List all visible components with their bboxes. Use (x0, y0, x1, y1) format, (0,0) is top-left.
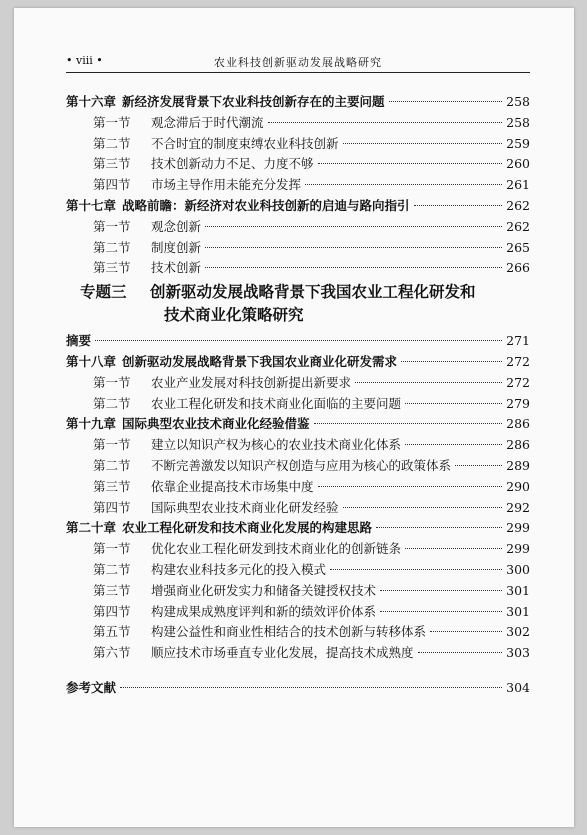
leader-dots (318, 486, 503, 487)
section-label: 第二节 (93, 135, 131, 151)
toc-chapter-entry[interactable] (66, 92, 530, 113)
page-number: 302 (506, 624, 530, 640)
page-number: 290 (506, 478, 530, 494)
leader-dots (120, 687, 502, 688)
chapter-title: 创新驱动发展战略背景下我国农业商业化研发需求 (122, 353, 398, 369)
section-label: 第一节 (93, 114, 131, 130)
toc-section-entry[interactable] (66, 560, 530, 581)
topic-title-line1: 创新驱动发展战略背景下我国农业工程化研发和 (150, 283, 476, 302)
leader-dots (405, 403, 502, 404)
section-title: 观念创新 (151, 218, 202, 234)
section-label: 第一节 (93, 541, 131, 557)
leader-dots (330, 569, 502, 570)
page-number: 266 (506, 260, 530, 276)
toc-section-entry[interactable] (66, 477, 530, 498)
chapter-title: 新经济发展背景下农业科技创新存在的主要问题 (122, 94, 385, 109)
section-label: 第二节 (93, 239, 131, 255)
toc-section-entry[interactable] (66, 154, 530, 175)
section-label: 第六节 (93, 645, 131, 661)
page-number: 265 (506, 239, 530, 255)
leader-dots (389, 101, 503, 102)
chapter-label: 第二十章 (66, 520, 117, 536)
toc-section-entry[interactable] (66, 456, 530, 477)
section-title: 不合时宜的制度束缚农业科技创新 (151, 135, 339, 151)
page-number: 303 (506, 645, 530, 661)
chapter-label: 第十九章 (66, 416, 117, 432)
section-title: 依靠企业提高技术市场集中度 (151, 478, 314, 494)
section-label: 第三节 (93, 478, 131, 494)
chapter-label: 第十六章 (66, 94, 117, 109)
running-header (66, 52, 530, 73)
section-label: 第二节 (93, 395, 131, 411)
section-title: 市场主导作用未能充分发挥 (151, 177, 302, 193)
section-label: 第三节 (93, 260, 131, 276)
toc-section-entry[interactable] (66, 602, 530, 623)
chapter-title: 国际典型农业技术商业化经验借鉴 (122, 416, 310, 432)
section-title: 农业工程化研发和技术商业化面临的主要问题 (151, 395, 402, 411)
leader-dots (405, 444, 502, 445)
leader-dots (305, 184, 502, 185)
page-number: 292 (506, 499, 530, 515)
leader-dots (95, 340, 502, 341)
topic-title-line2: 技术商业化策略研究 (164, 306, 304, 325)
leader-dots (205, 267, 502, 268)
leader-dots (380, 590, 502, 591)
toc-section-entry[interactable] (66, 217, 530, 238)
section-title: 不断完善激发以知识产权创造与应用为核心的政策体系 (151, 457, 452, 473)
leader-dots (205, 226, 502, 227)
page-number: 261 (506, 177, 530, 193)
section-label: 第四节 (93, 177, 131, 193)
page-number: 286 (506, 437, 530, 453)
abstract-label: 摘要 (66, 333, 92, 349)
section-label: 第五节 (93, 624, 131, 640)
toc-section-entry[interactable] (66, 238, 530, 259)
toc-chapter-entry[interactable] (66, 518, 530, 539)
toc-section-entry[interactable] (66, 113, 530, 134)
section-label: 第四节 (93, 499, 131, 515)
section-label: 第四节 (93, 603, 131, 619)
toc-section-entry[interactable] (66, 498, 530, 519)
toc-entry-references[interactable] (66, 678, 530, 699)
section-title: 制度创新 (151, 239, 202, 255)
header-page-number: • viii • (66, 54, 103, 67)
section-title: 建立以知识产权为核心的农业技术商业化体系 (151, 437, 402, 453)
page-number: 301 (506, 582, 530, 598)
book-page (14, 8, 574, 827)
section-label: 第三节 (93, 156, 131, 172)
toc-section-entry[interactable] (66, 134, 530, 155)
chapter-label: 第十八章 (66, 353, 117, 369)
references-page: 304 (506, 679, 530, 695)
page-number: 301 (506, 603, 530, 619)
toc-section-entry[interactable] (66, 643, 530, 664)
section-title: 观念滞后于时代潮流 (151, 114, 264, 130)
leader-dots (401, 361, 502, 362)
toc-part-1 (66, 92, 530, 279)
toc-chapter-entry[interactable] (66, 352, 530, 373)
section-title: 国际典型农业技术商业化研发经验 (151, 499, 339, 515)
section-label: 第一节 (93, 218, 131, 234)
topic-heading (66, 279, 530, 331)
toc-section-entry[interactable] (66, 175, 530, 196)
chapter-label: 第十七章 (66, 197, 117, 213)
toc-chapter-entry[interactable] (66, 414, 530, 435)
page-number: 258 (506, 114, 530, 130)
toc-section-entry[interactable] (66, 435, 530, 456)
leader-dots (205, 247, 502, 248)
section-title: 构建成果成熟度评判和新的绩效评价体系 (151, 603, 377, 619)
section-label: 第三节 (93, 582, 131, 598)
toc-entry-abstract[interactable] (66, 331, 530, 352)
page-number: 272 (506, 353, 530, 369)
section-label: 第二节 (93, 457, 131, 473)
section-label: 第二节 (93, 561, 131, 577)
section-title: 技术创新 (151, 260, 202, 276)
leader-dots (343, 507, 503, 508)
leader-dots (430, 631, 502, 632)
page-number: 300 (506, 561, 530, 577)
abstract-page: 271 (506, 333, 530, 349)
toc-chapter-entry[interactable] (66, 196, 530, 217)
page-number: 279 (506, 395, 530, 411)
page-number: 299 (506, 541, 530, 557)
toc-section-entry[interactable] (66, 622, 530, 643)
section-label: 第一节 (93, 437, 131, 453)
page-number: 286 (506, 416, 530, 432)
page-number: 258 (506, 94, 530, 109)
section-label: 第一节 (93, 374, 131, 390)
page-number: 259 (506, 135, 530, 151)
leader-dots (405, 548, 502, 549)
toc-section-entry[interactable] (66, 373, 530, 394)
page-number: 260 (506, 156, 530, 172)
section-title: 构建公益性和商业性相结合的技术创新与转移体系 (151, 624, 427, 640)
page-number: 262 (506, 197, 530, 213)
toc-part-2 (66, 352, 530, 664)
leader-dots (314, 423, 503, 424)
leader-dots (414, 205, 503, 206)
chapter-title: 农业工程化研发和技术商业化发展的构建思路 (122, 520, 373, 536)
table-of-contents (66, 92, 530, 699)
section-title: 顺应技术市场垂直专业化发展，提高技术成熟度 (151, 645, 414, 661)
section-title: 构建农业科技多元化的投入模式 (151, 561, 327, 577)
toc-section-entry[interactable] (66, 581, 530, 602)
page-number: 299 (506, 520, 530, 536)
toc-section-entry[interactable] (66, 258, 530, 279)
section-title: 农业产业发展对科技创新提出新要求 (151, 374, 352, 390)
leader-dots (380, 611, 502, 612)
header-book-title: 农业科技创新驱动发展战略研究 (214, 56, 382, 69)
leader-dots (268, 122, 503, 123)
section-title: 增强商业化研发实力和储备关键授权技术 (151, 582, 377, 598)
toc-section-entry[interactable] (66, 394, 530, 415)
topic-label: 专题三 (80, 283, 127, 302)
chapter-title: 战略前瞻：新经济对农业科技创新的启迪与路向指引 (122, 197, 410, 213)
leader-dots (455, 465, 502, 466)
leader-dots (343, 143, 503, 144)
page-number: 289 (506, 457, 530, 473)
page-number: 272 (506, 374, 530, 390)
section-title: 优化农业工程化研发到技术商业化的创新链条 (151, 541, 402, 557)
leader-dots (418, 652, 503, 653)
leader-dots (318, 163, 503, 164)
section-title: 技术创新动力不足、力度不够 (151, 156, 314, 172)
references-label: 参考文献 (66, 679, 117, 695)
toc-section-entry[interactable] (66, 539, 530, 560)
leader-dots (376, 527, 502, 528)
page-number: 262 (506, 218, 530, 234)
leader-dots (355, 382, 502, 383)
